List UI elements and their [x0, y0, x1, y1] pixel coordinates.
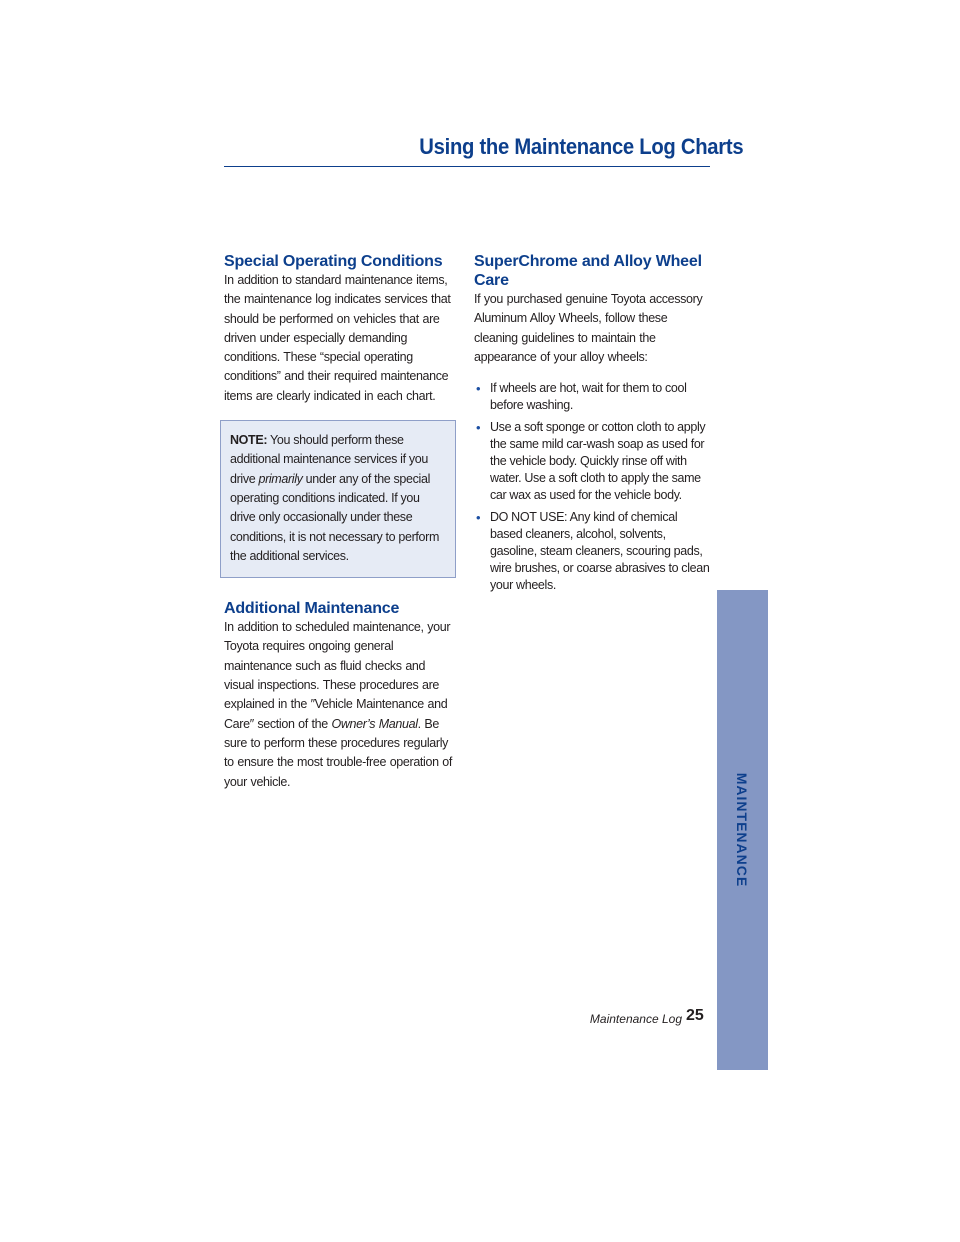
additional-maintenance-heading: Additional Maintenance: [224, 600, 400, 618]
side-tab-label-wrap: [717, 760, 768, 900]
list-item-text: If wheels are hot, wait for them to cool before washing.: [490, 381, 687, 413]
right-column: [474, 252, 710, 599]
bullet-icon: •: [476, 381, 481, 397]
bullet-icon: •: [476, 419, 481, 435]
note-box: [220, 420, 456, 578]
wheel-care-paragraph: If you purchased genuine Toyota accessory Aluminum Alloy Wheels, follow these cleaning guidelines to maintain the appearance of your alloy wheels:: [474, 292, 703, 364]
special-conditions-paragraph: In addition to standard maintenance items, the maintenance log indicates services that should be performed on vehicles that are driven under especially demanding conditions. These “special operating conditions” and their required maintenance items are clearly indicated in each chart.: [224, 273, 451, 403]
side-tab-label: MAINTENANCE: [734, 772, 751, 888]
note-label: NOTE:: [230, 433, 268, 448]
title-rule: [224, 166, 710, 167]
wheel-care-heading: SuperChrome and Alloy Wheel Care: [474, 253, 702, 289]
note-emphasis: primarily: [258, 471, 303, 486]
wheel-care-list: [474, 380, 710, 594]
list-item: [474, 509, 710, 595]
list-item-text: DO NOT USE: Any kind of chemical based cleaners, alcohol, solvents, gasoline, steam cleaners, scouring pads, wire brushes, or coarse abrasives to clean your wheels.: [490, 509, 710, 593]
note-text-after: under any of the special operating conditions indicated. If you drive only occasionally under these conditions, it is not necessary to perform the additional services.: [230, 471, 440, 563]
special-conditions-heading: Special Operating Conditions: [224, 253, 443, 270]
page-title: Using the Maintenance Log Charts: [419, 134, 744, 159]
owners-manual-emphasis: Owner’s Manual: [331, 716, 418, 731]
list-item: [474, 419, 710, 505]
bullet-icon: •: [476, 509, 481, 525]
list-item-text: Use a soft sponge or cotton cloth to apply the same mild car-wash soap as used for the vehicle body. Quickly rinse off with water. Use a soft cloth to apply the same car wax as used for the vehicle body.: [490, 419, 706, 503]
additional-maintenance-paragraph: [224, 618, 456, 792]
page-number: 25: [686, 1007, 704, 1024]
additional-text-after: . Be sure to perform these procedures regularly to ensure the most trouble-free operation of your vehicle.: [224, 716, 453, 789]
note-text-before: You should perform these additional maintenance services if you drive: [230, 433, 428, 486]
note-paragraph: [230, 431, 446, 566]
additional-text-before: In addition to scheduled maintenance, your Toyota requires ongoing general maintenance such as fluid checks and visual inspections. These procedures are explained in the ″Vehicle Maintenance and Care″ section of the: [224, 620, 451, 731]
footer-section-label: Maintenance Log: [589, 1012, 682, 1026]
left-column: [224, 252, 456, 792]
list-item: [474, 380, 710, 414]
